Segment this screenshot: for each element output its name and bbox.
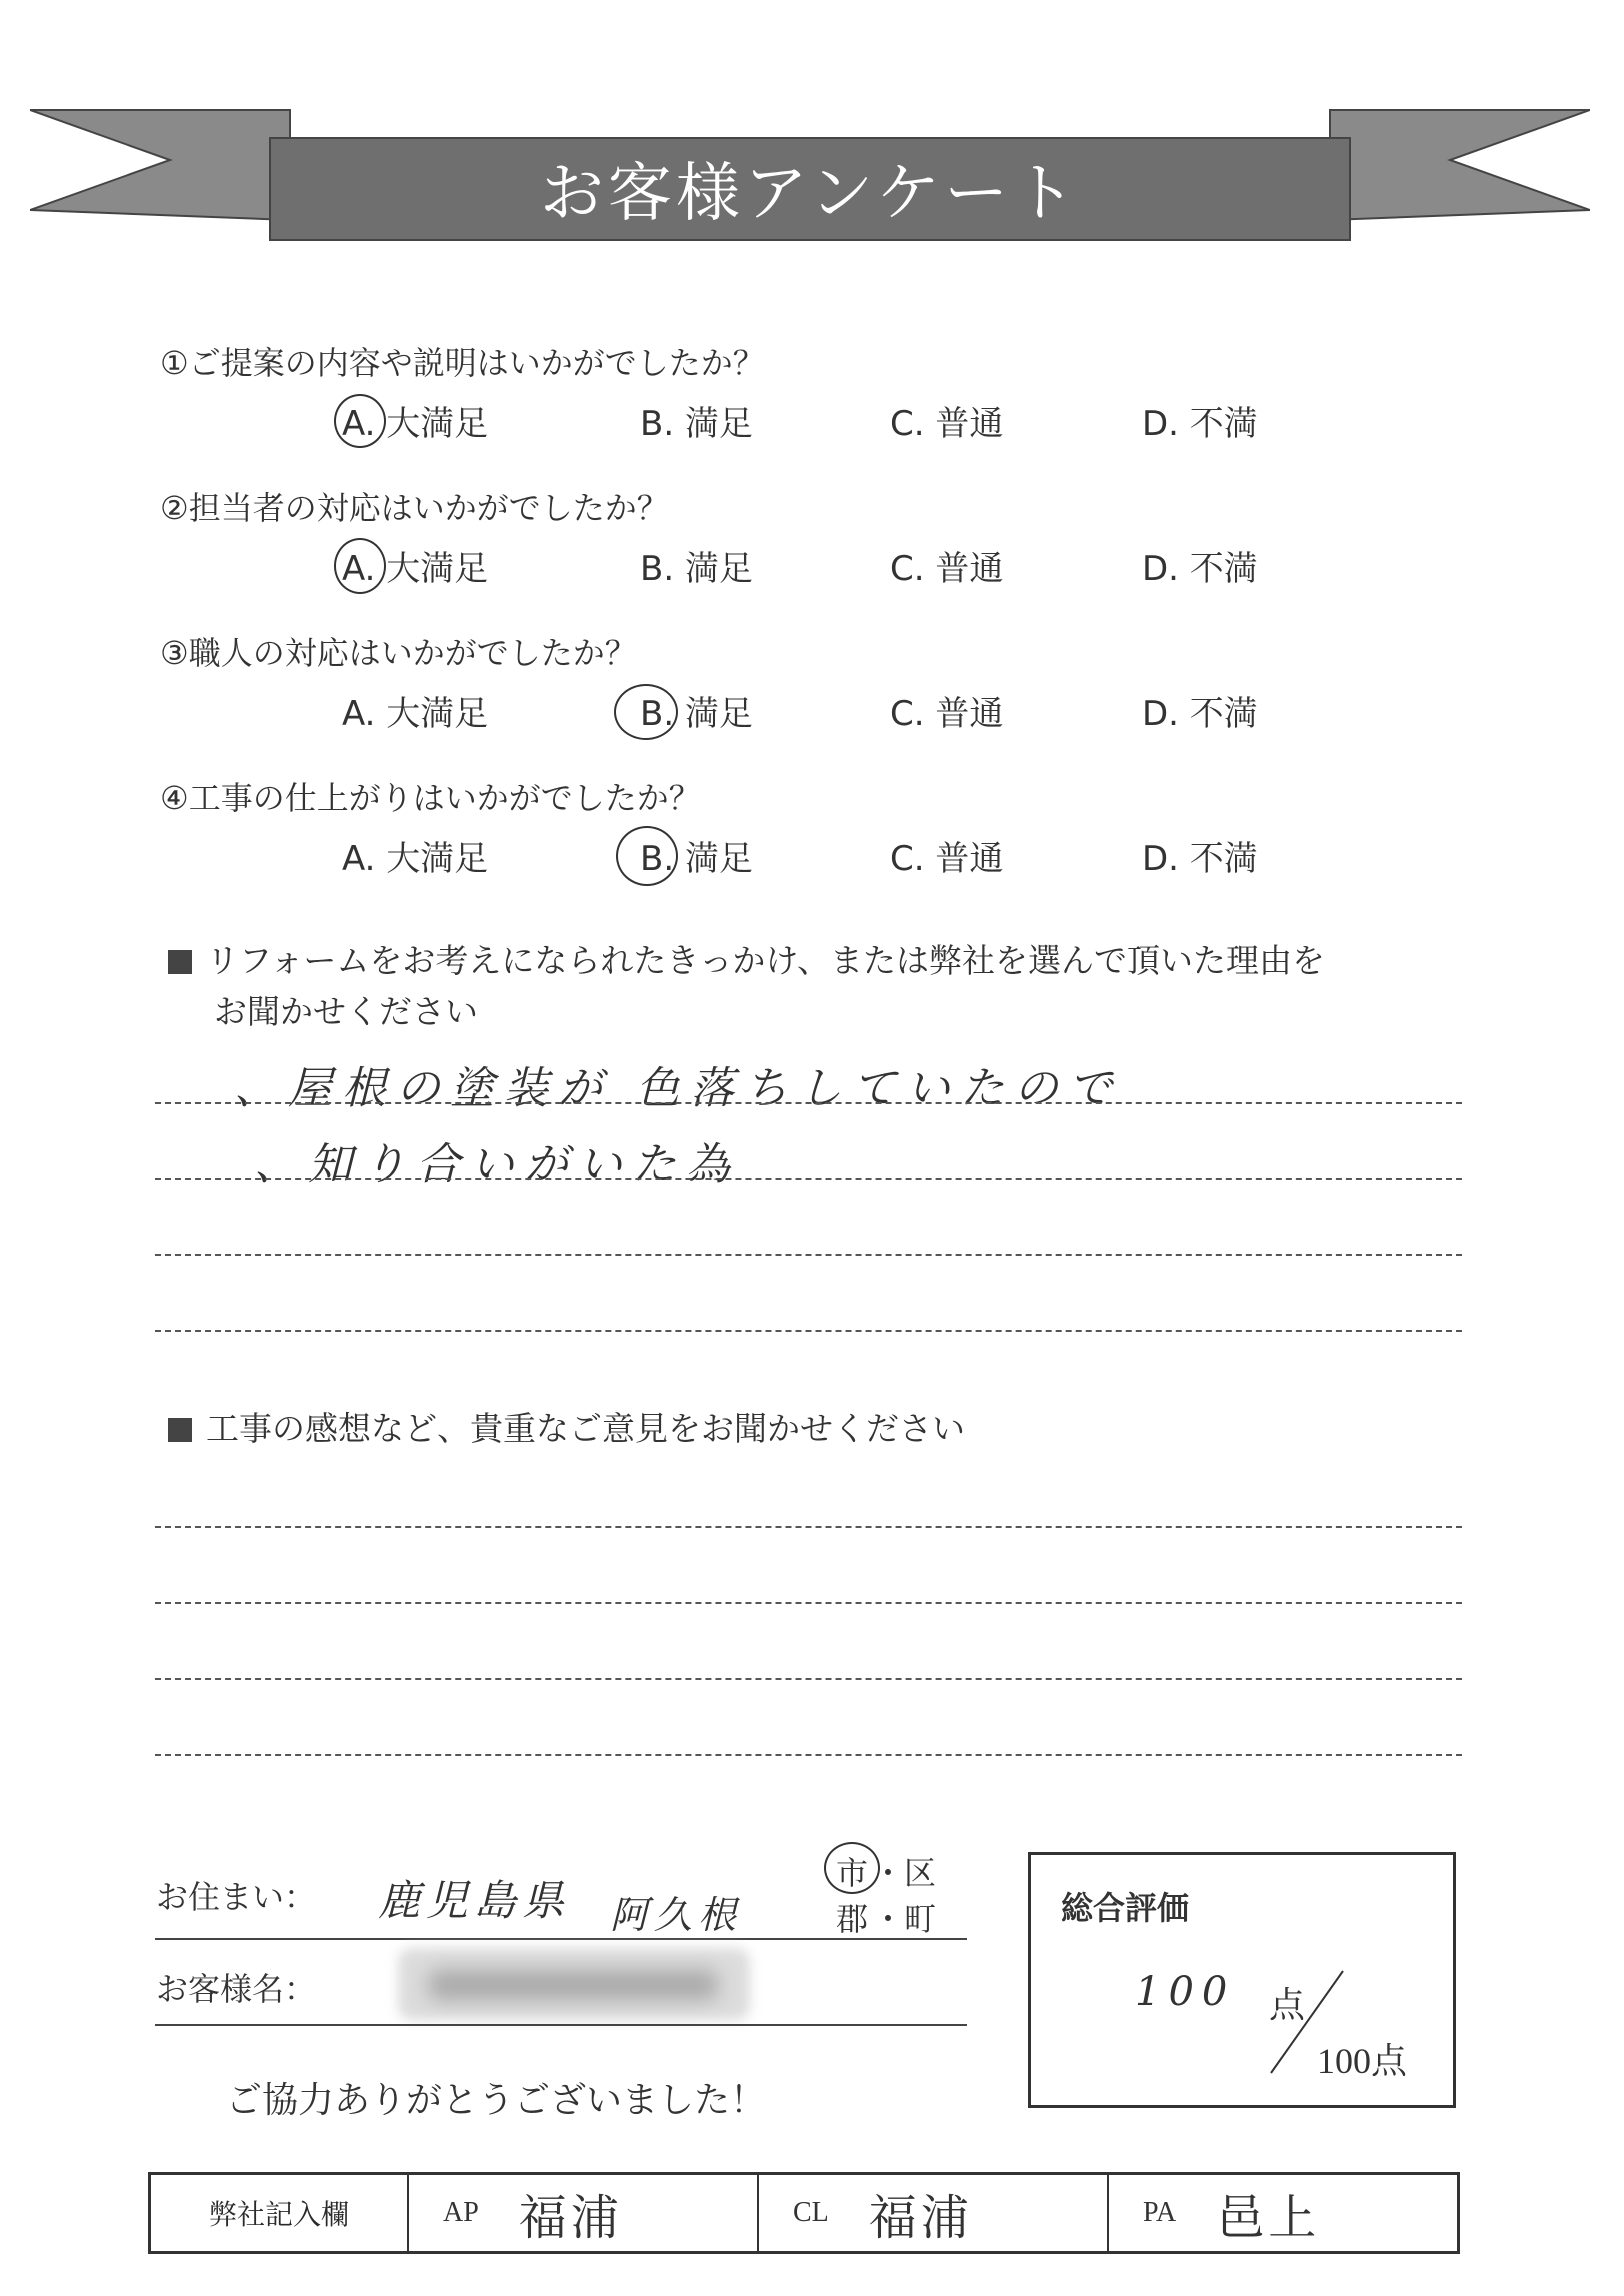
comment-heading-text: 工事の感想など、貴重なご意見をお聞かせください: [206, 1409, 965, 1448]
q1-option-d[interactable]: D. 不満: [1142, 404, 1258, 444]
q2-option-d[interactable]: D. 不満: [1142, 549, 1258, 589]
address-city[interactable]: 阿久根: [610, 1893, 743, 1937]
address-prefecture[interactable]: 鹿児島県: [378, 1876, 571, 1925]
q1-option-b[interactable]: B. 満足: [640, 404, 753, 444]
q4-option-c[interactable]: C. 普通: [890, 839, 1004, 879]
banner-left-tail: [30, 110, 290, 220]
address-underline: [155, 1938, 967, 1940]
q3-option-a[interactable]: A. 大満足: [342, 694, 489, 734]
reason-heading: [168, 938, 1325, 984]
reason-line-4: [155, 1330, 1462, 1332]
q4-option-b[interactable]: B. 満足: [640, 839, 753, 879]
office-use-table: [148, 2172, 1460, 2254]
comment-line-1: [155, 1526, 1462, 1528]
address-unit-ku[interactable]: ・区: [872, 1854, 937, 1892]
reason-answer-2[interactable]: 、知り合いがいた為: [254, 1139, 740, 1190]
pa-value[interactable]: 邑上: [1216, 2189, 1321, 2246]
q2-option-b[interactable]: B. 満足: [640, 549, 753, 589]
customer-name-redacted: [398, 1948, 750, 2020]
reason-line-2: [155, 1178, 1462, 1180]
ap-cell: [409, 2175, 759, 2251]
q3-option-d[interactable]: D. 不満: [1142, 694, 1258, 734]
q2-selection-circle: [334, 538, 386, 594]
reason-line-1: [155, 1102, 1462, 1104]
q1-option-a[interactable]: A. 大満足: [342, 404, 489, 444]
q2-option-a[interactable]: A. 大満足: [342, 549, 489, 589]
question-2: ②担当者の対応はいかがでしたか？: [160, 489, 669, 527]
rating-score-unit: 点: [1269, 1985, 1306, 2026]
overall-rating-box: [1028, 1852, 1456, 2108]
page-title: お客様アンケート: [539, 157, 1081, 231]
pa-cell: [1109, 2175, 1457, 2251]
q3-selection-circle: [614, 684, 678, 740]
q2-option-c[interactable]: C. 普通: [890, 549, 1004, 589]
comment-line-2: [155, 1602, 1462, 1604]
office-use-label-cell: [151, 2175, 409, 2251]
banner-right-tail: [1330, 110, 1590, 220]
question-4: ④工事の仕上がりはいかがでしたか？: [160, 779, 701, 817]
square-bullet-icon: [168, 1418, 192, 1442]
q3-option-b[interactable]: B. 満足: [640, 694, 753, 734]
office-use-label: 弊社記入欄: [208, 2198, 349, 2231]
reason-line-3: [155, 1254, 1462, 1256]
rating-max: 100点: [1317, 2041, 1408, 2081]
address-unit-gun[interactable]: 郡: [836, 1900, 869, 1938]
question-3: ③職人の対応はいかがでしたか？: [160, 634, 637, 672]
address-unit-shi[interactable]: 市: [836, 1854, 869, 1892]
q4-option-a[interactable]: A. 大満足: [342, 839, 489, 879]
reason-heading-text: リフォームをお考えになられたきっかけ、または弊社を選んで頂いた理由を: [206, 941, 1326, 980]
address-label: お住まい：: [156, 1878, 317, 1916]
q4-selection-circle: [616, 826, 678, 886]
cl-label: CL: [793, 2197, 829, 2228]
q3-option-c[interactable]: C. 普通: [890, 694, 1004, 734]
comment-heading: [168, 1406, 965, 1452]
q1-option-c[interactable]: C. 普通: [890, 404, 1004, 444]
question-1: ①ご提案の内容や説明はいかがでしたか？: [160, 344, 765, 382]
ap-value[interactable]: 福浦: [518, 2189, 623, 2246]
q1-selection-circle: [334, 394, 386, 448]
cl-cell: [759, 2175, 1109, 2251]
q4-option-d[interactable]: D. 不満: [1142, 839, 1258, 879]
customer-name-underline: [155, 2024, 967, 2026]
rating-score[interactable]: 100: [1135, 1969, 1236, 2015]
pa-label: PA: [1143, 2197, 1177, 2228]
customer-name-label: お客様名：: [156, 1970, 317, 2008]
rating-label: 総合評価: [1061, 1889, 1190, 1927]
address-unit-cho[interactable]: ・町: [872, 1900, 937, 1938]
reason-heading-cont: お聞かせください: [214, 992, 478, 1031]
reason-answer-1[interactable]: 、屋根の塗装が 色落ちしていたので: [234, 1063, 1122, 1114]
square-bullet-icon: [168, 950, 192, 974]
comment-line-3: [155, 1678, 1462, 1680]
ap-label: AP: [443, 2197, 479, 2228]
comment-line-4: [155, 1754, 1462, 1756]
thanks-message: ご協力ありがとうございました！: [226, 2080, 767, 2121]
cl-value[interactable]: 福浦: [868, 2189, 973, 2246]
